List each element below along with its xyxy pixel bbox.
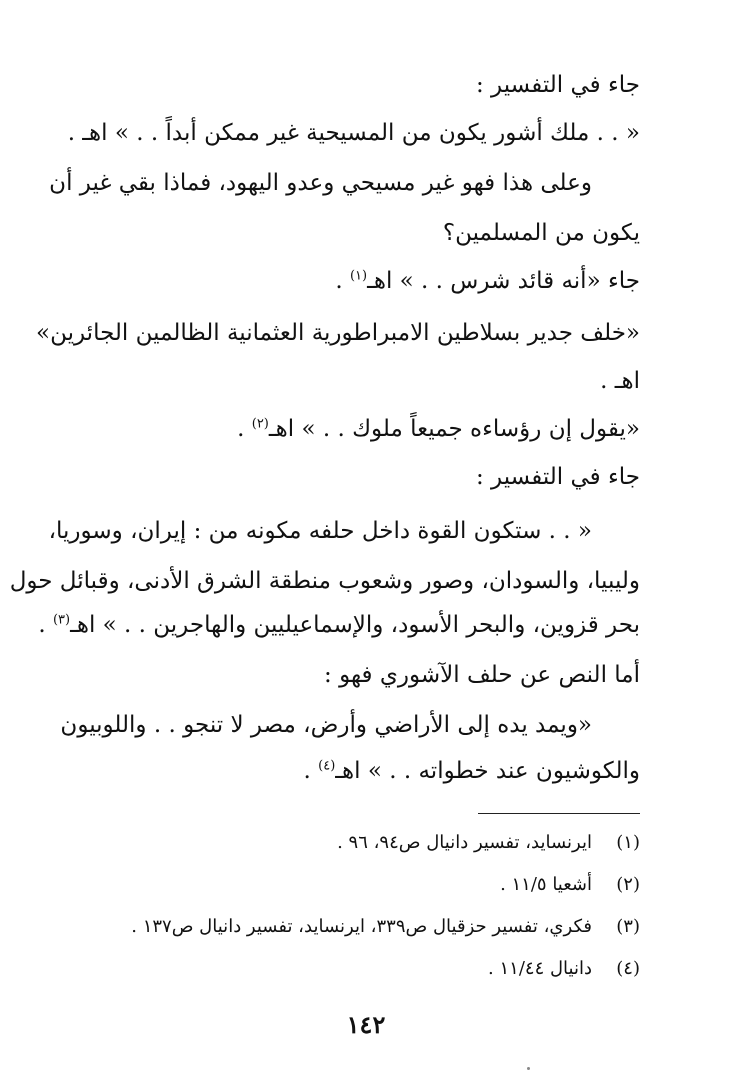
footnote-number: (٤)	[616, 958, 640, 979]
footnote-number: (٣)	[616, 916, 640, 937]
footnote	[90, 914, 640, 940]
body-line: أما النص عن حلف الآشوري فهو :	[324, 662, 640, 688]
footnote-number: (٢)	[616, 874, 640, 895]
page-number: ١٤٢	[346, 1010, 386, 1039]
footnote-text: ايرنسايد، تفسير دانيال ص٩٤، ٩٦ .	[337, 832, 592, 853]
body-line: جاء في التفسير :	[475, 464, 640, 490]
body-line: بحر قزوين، والبحر الأسود، والإسماعيليين والهاجرين . . » اهـ$^{(٣)}$ .	[38, 612, 640, 638]
footnote	[90, 872, 640, 898]
body-line: «يقول إن رؤساءه جميعاً ملوك . . » اهـ$^{(٢)}$ .	[237, 416, 640, 442]
body-line: وليبيا، والسودان، وصور وشعوب منطقة الشرق الأدنى، وقبائل حول	[9, 568, 640, 594]
body-line: «خلف جدير بسلاطين الامبراطورية العثمانية الظالمين الجائرين»	[36, 320, 640, 346]
footnote-ref: (١)	[349, 268, 368, 284]
body-line: جاء «أنه قائد شرس . . » اهـ$^{(١)}$ .	[335, 268, 640, 294]
footnote-ref: (٤)	[318, 758, 336, 774]
footnote-text: فكري، تفسير حزقيال ص٣٣٩، ايرنسايد، تفسير دانيال ص١٣٧ .	[131, 916, 592, 937]
footnote-text: دانيال ١١/٤٤ .	[488, 958, 592, 979]
footnote-text: أشعيا ١١/٥ .	[500, 874, 592, 895]
body-line: « . . ملك أشور يكون من المسيحية غير ممكن أبداً . . » اهـ .	[67, 120, 640, 146]
body-line: وعلى هذا فهو غير مسيحي وعدو اليهود، فماذا بقي غير أن	[49, 170, 592, 196]
body-line: يكون من المسلمين؟	[442, 220, 640, 246]
footnote-number: (١)	[616, 832, 640, 853]
body-line: «ويمد يده إلى الأراضي وأرض، مصر لا تنجو . . واللوبيون	[60, 712, 592, 738]
body-line: اهـ .	[600, 368, 640, 394]
footnote	[90, 956, 640, 982]
footnote-ref: (٢)	[251, 416, 269, 432]
body-line: والكوشيون عند خطواته . . » اهـ$^{(٤)}$ .	[303, 758, 640, 784]
scan-speck	[527, 1067, 530, 1070]
footnote-divider	[478, 813, 640, 814]
footnote	[90, 830, 640, 856]
body-line: « . . ستكون القوة داخل حلفه مكونه من : إيران، وسوريا،	[48, 518, 592, 544]
footnote-ref: (٣)	[52, 612, 71, 628]
body-line: جاء في التفسير :	[475, 72, 640, 98]
